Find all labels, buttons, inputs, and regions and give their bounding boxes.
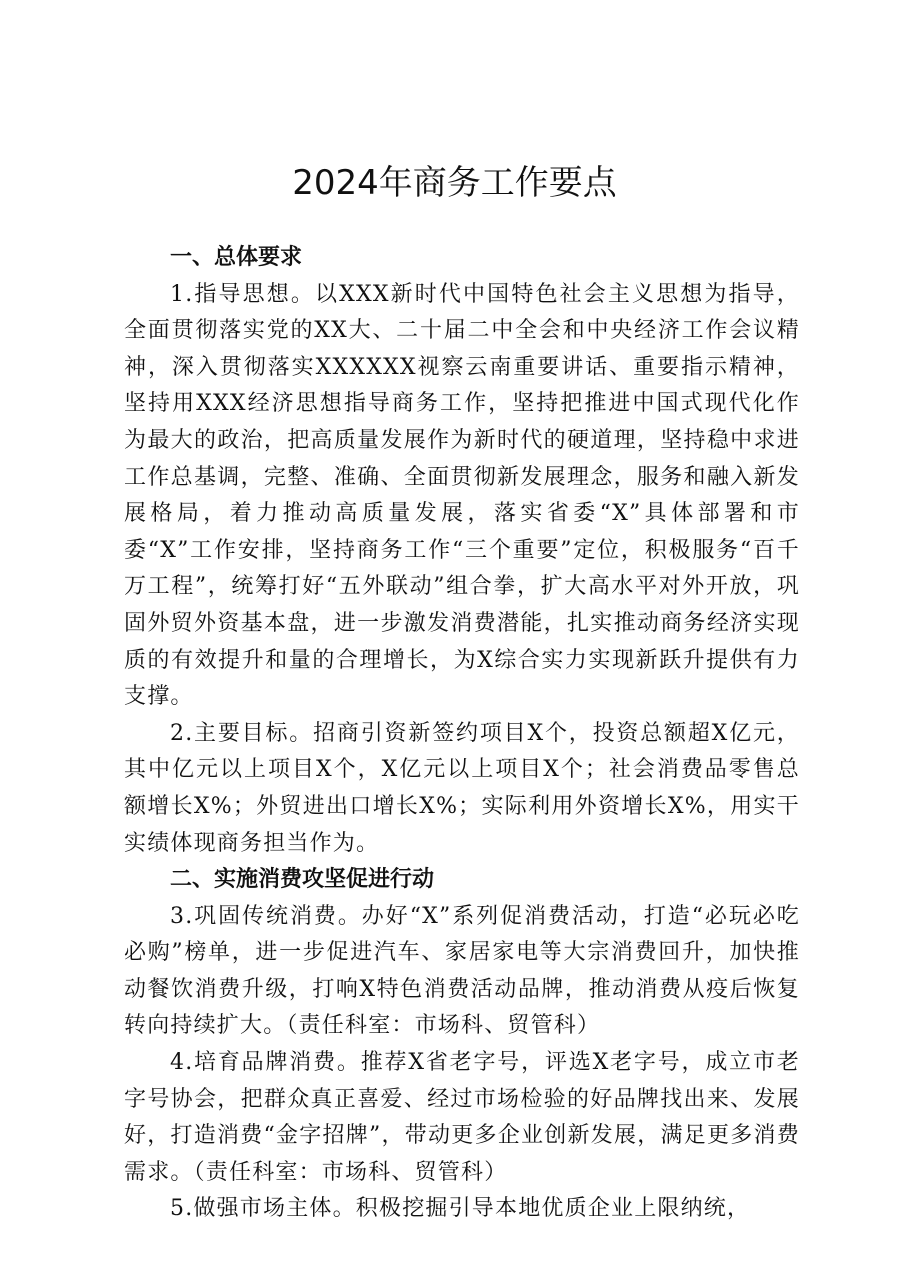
document-body [124,240,800,1228]
paragraph: 1.指导思想。以XXX新时代中国特色社会主义思想为指导，全面贯彻落实党的XX大、二十届二中全会和中央经济工作会议精神，深入贯彻落实XXXXXX视察云南重要讲话、重要指示精神，坚持用XXX经济思想指导商务工作，坚持把推进中国式现代化作为最大的政治，把高质量发展作为新时代的硬道理，坚持稳中求进工作总基调，完整、准确、全面贯彻新发展理念，服务和融入新发展格局，着力推动高质量发展，落实省委“X”具体部署和市委“X”工作安排，坚持商务工作“三个重要”定位，积极服务“百千万工程”，统筹打好“五外联动”组合拳，扩大高水平对外开放，巩固外贸外资基本盘，进一步激发消费潜能，扎实推动商务经济实现质的有效提升和量的合理增长，为X综合实力实现新跃升提供有力支撑。 [124,281,800,710]
section-heading: 二、实施消费攻坚促进行动 [170,867,435,893]
paragraph: 2.主要目标。招商引资新签约项目X个，投资总额超X亿元，其中亿元以上项目X个，X亿元以上项目X个；社会消费品零售总额增长X%；外贸进出口增长X%；实际利用外资增长X%，用实干实绩体现商务担当作为。 [124,720,800,856]
paragraph: 5.做强市场主体。积极挖掘引导本地优质企业上限纳统， [170,1196,751,1222]
paragraph: 4.培育品牌消费。推荐X省老字号，评选X老字号，成立市老字号协会，把群众真正喜爱、经过市场检验的好品牌找出来、发展好，打造消费“金字招牌”，带动更多企业创新发展，满足更多消费需求。（责任科室：市场科、贸管科） [124,1050,800,1185]
document-title: 2024年商务工作要点 [292,163,617,203]
section-heading: 一、总体要求 [170,245,303,270]
paragraph: 3.巩固传统消费。办好“X”系列促消费活动，打造“必玩必吃必购”榜单，进一步促进汽车、家居家电等大宗消费回升，加快推动餐饮消费升级，打响X特色消费活动品牌，推动消费从疫后恢复转向持续扩大。（责任科室：市场科、贸管科） [124,903,800,1039]
